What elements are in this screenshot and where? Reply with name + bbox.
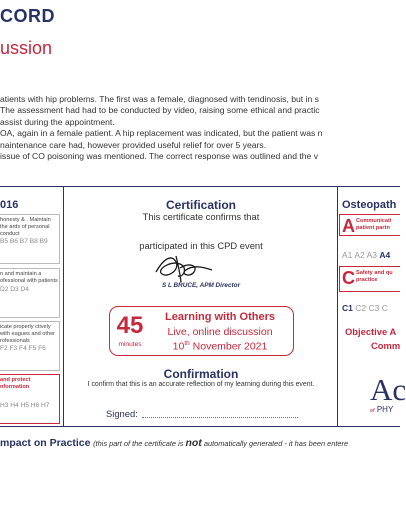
reflection-line: OA, again in a female patient. A hip replacement was indicated, but the patient was n xyxy=(0,128,323,139)
theme-c-codes xyxy=(342,303,388,313)
standard-box-b xyxy=(0,214,60,264)
academy-logo: Ac xyxy=(370,372,406,407)
impact-heading xyxy=(0,437,348,449)
osteopath-standards-title: Osteopath xyxy=(342,199,397,211)
signature-line[interactable] xyxy=(142,416,298,418)
code: C2 xyxy=(355,303,367,313)
theme-text-line: Safety and qu xyxy=(356,270,393,276)
duration-unit: minutes xyxy=(118,341,142,348)
page-subtitle: ussion xyxy=(0,38,53,58)
standard-text: honesty & . Maintain the ards of personal conduct xyxy=(0,217,51,237)
reflection-text xyxy=(0,94,400,162)
page-title: CORD xyxy=(0,6,55,26)
theme-box-c xyxy=(339,266,400,292)
code-selected: C1 xyxy=(342,303,353,313)
signatory-name: S L BRUCE, APM Director xyxy=(161,282,241,289)
code: A1 xyxy=(342,250,353,260)
cpd-type: Learning with Others xyxy=(164,311,275,323)
standard-text: icate properly ctively with eagues and other rofessionals xyxy=(0,324,56,344)
signed-label: Signed: xyxy=(106,408,138,419)
impact-note xyxy=(93,439,348,448)
standard-codes: H3 H4 H5 H6 H7 xyxy=(0,401,50,409)
date-suffix: th xyxy=(184,340,190,347)
code: A2 xyxy=(354,250,365,260)
logo-of: of xyxy=(370,408,375,414)
objective-heading-line2: Comm xyxy=(371,340,401,351)
standard-text: and protect nformation xyxy=(0,377,31,390)
theme-text-line: Communicati xyxy=(356,218,392,224)
theme-text-line: practice xyxy=(356,276,378,283)
certification-text: This certificate confirms that xyxy=(142,211,260,222)
code: C xyxy=(381,303,388,313)
standard-box-h xyxy=(0,374,60,424)
logo-text: PHY xyxy=(376,405,394,414)
theme-a-codes xyxy=(342,250,390,260)
confirmation-title: Confirmation xyxy=(163,367,239,381)
standard-codes: F2 F3 F4 F5 F6 xyxy=(0,345,46,353)
reflection-line: naintenance care had, however provided useful relief for over 5 years. xyxy=(0,139,267,150)
impact-label: mpact on Practice xyxy=(0,437,91,449)
cpd-date xyxy=(150,340,290,353)
theme-text xyxy=(356,218,391,231)
theme-text xyxy=(356,270,393,283)
code: A3 xyxy=(366,250,378,260)
standard-box-f xyxy=(0,321,60,371)
theme-box-a xyxy=(339,214,400,236)
standard-codes: D2 D3 D4 xyxy=(0,285,29,293)
code-selected: A4 xyxy=(379,250,391,260)
impact-note-text: (this part of the certificate is xyxy=(93,439,186,448)
divider xyxy=(63,186,64,426)
theme-letter: A xyxy=(342,216,355,236)
impact-note-bold: not xyxy=(185,437,202,449)
date-day: 10 xyxy=(172,340,185,353)
date-rest: November 2021 xyxy=(189,340,268,353)
divider xyxy=(0,426,400,427)
theme-text-line: patient partn xyxy=(356,224,390,231)
standard-codes: B5 B6 B7 B8 B9 xyxy=(0,238,48,246)
confirmation-text: I confirm that this is an accurate reflection of my learning during this event. xyxy=(87,381,315,388)
standard-box-d xyxy=(0,268,60,318)
objective-heading: Objective A xyxy=(345,326,397,337)
standards-year: 016 xyxy=(0,199,19,211)
divider xyxy=(337,186,338,426)
reflection-line: atients with hip problems. The first was a female, diagnosed with tendinosis, but in s xyxy=(0,94,319,104)
participation-text: participated in this CPD event xyxy=(139,240,263,251)
divider xyxy=(0,186,400,187)
theme-letter: C xyxy=(342,268,355,288)
reflection-line: The assessment had had to be conducted by video, raising some ethical and practic xyxy=(0,105,320,116)
standard-text: n and maintain a ofessional with patients xyxy=(0,271,58,284)
academy-logo-sub xyxy=(370,405,393,414)
signature-image xyxy=(150,248,220,284)
certification-title: Certification xyxy=(165,198,236,212)
impact-note-text: automatically generated - it has been entere xyxy=(201,439,349,448)
cpd-format: Live, online discussion xyxy=(167,326,273,338)
reflection-line: assist during the appointment. xyxy=(0,116,115,127)
duration-value: 45 xyxy=(116,312,144,339)
reflection-line: issue of CO poisoning was mentioned. The correct response was outlined and the v xyxy=(0,151,318,162)
code: C3 xyxy=(368,303,380,313)
